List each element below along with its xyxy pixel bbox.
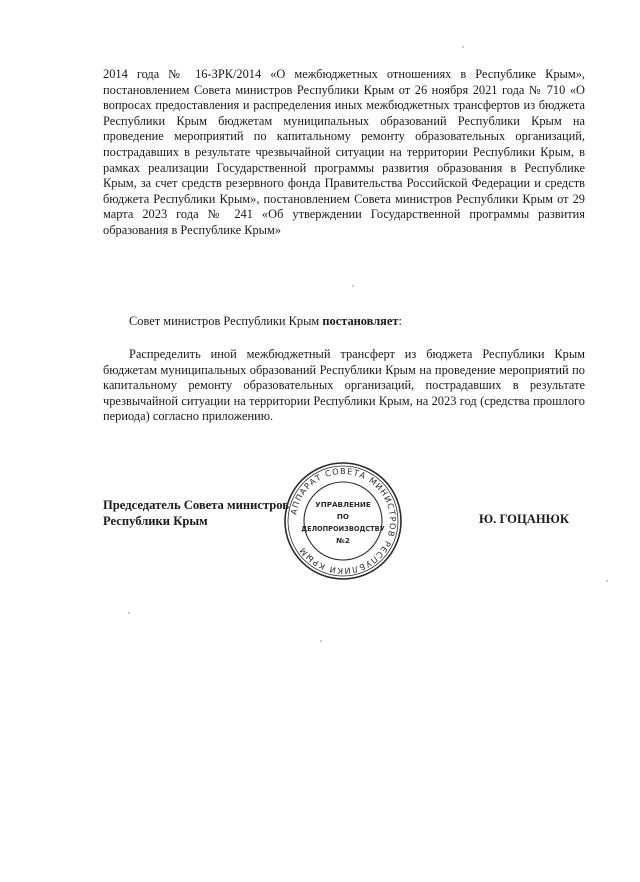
paragraph-text: 2014 года № 16-ЗРК/2014 «О межбюджетных отношениях в Республике Крым», постановлением Совета министров Республики Крым от 26 ноября 2021 года № 710 «О вопросах предоставления и распределения иных межбюджетных трансфертов из бюджета Республики Крым бюджетам муниципальных образований Республики Крым на проведение мероприятий по капитальному ремонту образовательных организаций, пострадавших в результате чрезвычайной ситуации на территории Республики Крым, в рамках реализации Государственной программы развития образования в Республике Крым, за счет средств резервного фонда Правительства Российской Федерации и средств бюджета Республики Крым», постановлением Совета министров Республики Крым от 29 марта 2023 года № 241 «Об утверждении Государственной программы развития образования в Республике Крым»	[103, 67, 585, 237]
stamp-line-3: ДЕЛОПРОИЗВОДСТВУ	[301, 525, 385, 533]
stamp-line-2: ПО	[336, 512, 350, 521]
scan-speck	[462, 46, 464, 48]
decision-colon: :	[398, 314, 402, 328]
signatory-title	[103, 497, 289, 529]
resolution-paragraph	[103, 347, 585, 425]
legal-basis-paragraph	[103, 67, 585, 239]
signatory-name: Ю. ГОЦАНЮК	[479, 512, 569, 526]
decision-statement	[103, 314, 585, 330]
stamp-line-1: УПРАВЛЕНИЕ	[315, 500, 371, 509]
stamp-ring-text: АППАРАТ СОВЕТА МИНИСТРОВ РЕСПУБЛИКИ КРЫМ	[288, 465, 399, 577]
decision-intro-text: Совет министров Республики Крым	[129, 314, 323, 328]
official-stamp	[282, 460, 404, 582]
signatory-title-line-1: Председатель Совета министров	[103, 498, 290, 512]
resolution-text: Распределить иной межбюджетный трансферт из бюджета Республики Крым бюджетам муниципальных образований Республики Крым на проведение мероприятий по капитальному ремонту образовательных организаций, пострадавших в результате чрезвычайной ситуации на территории Республики Крым, на 2023 год (средства прошлого периода) согласно приложению.	[103, 347, 585, 424]
stamp-outer-ring	[285, 463, 401, 579]
scan-speck	[128, 612, 130, 614]
scan-speck	[606, 580, 608, 582]
decision-verb: постановляет	[322, 314, 399, 328]
stamp-line-4: №2	[336, 536, 350, 545]
scan-speck	[352, 285, 354, 287]
signatory-title-line-2: Республики Крым	[103, 514, 208, 528]
stamp-inner-ring	[304, 482, 382, 560]
scan-speck	[320, 640, 322, 642]
